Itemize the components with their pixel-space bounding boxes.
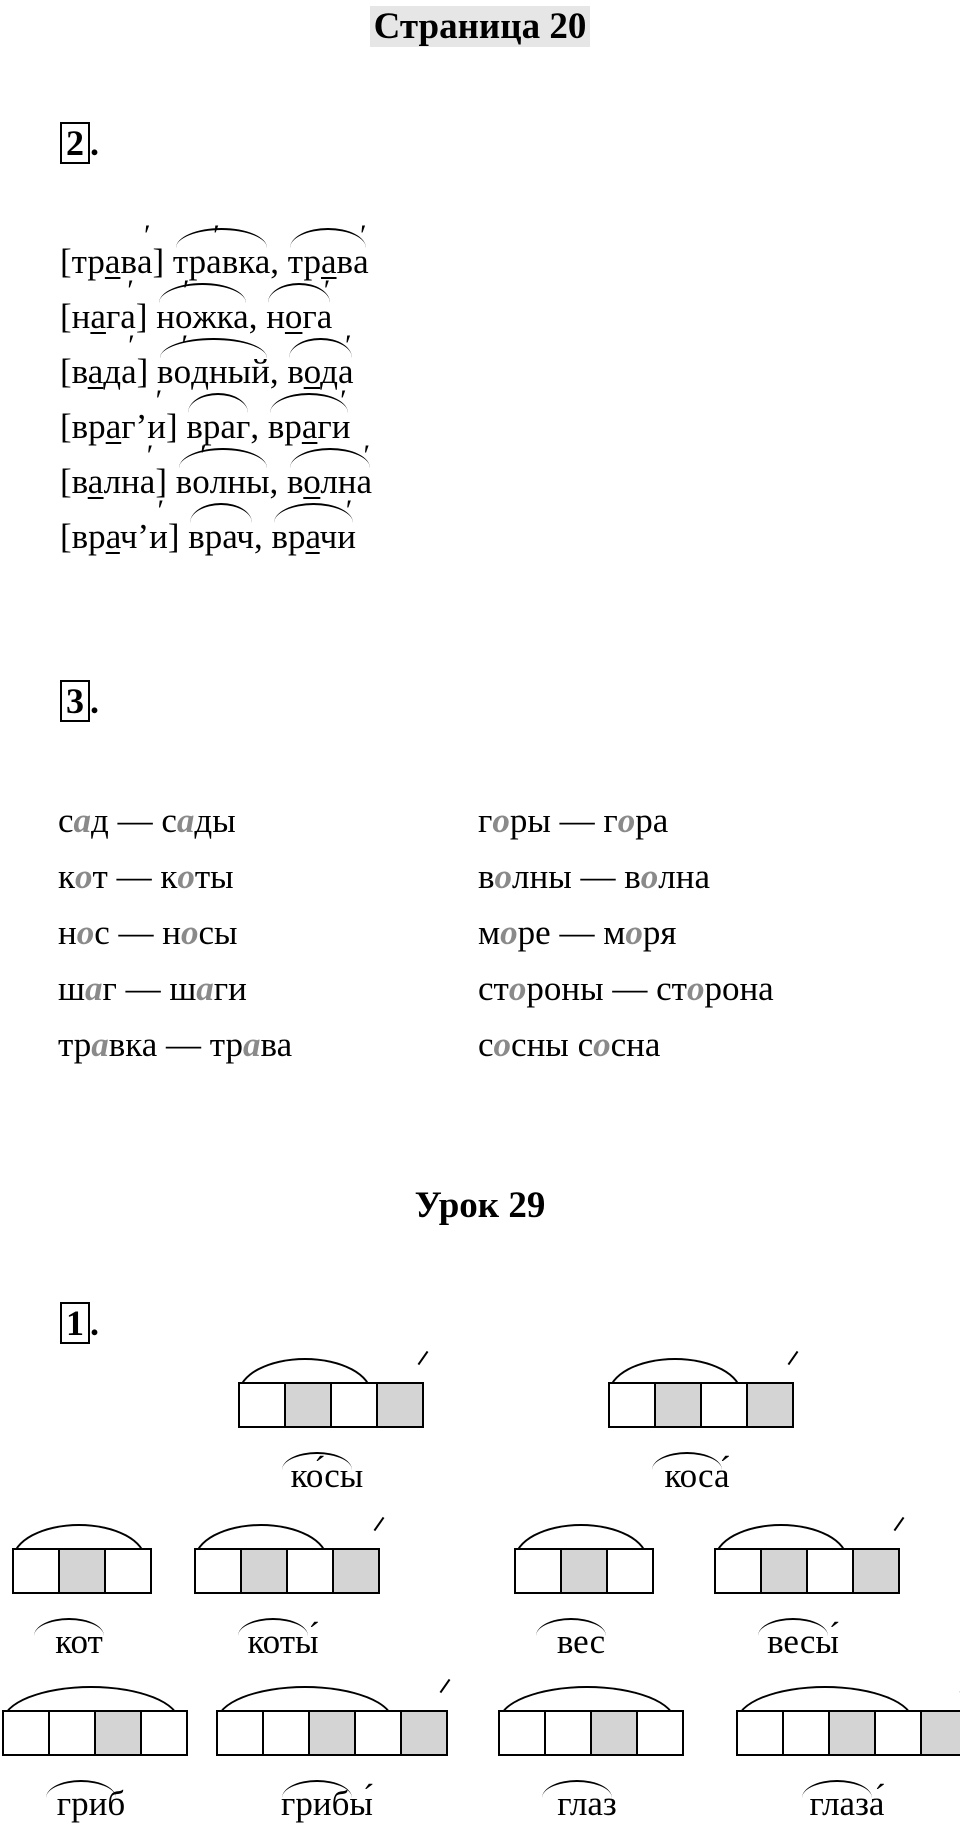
word-scheme xyxy=(238,1370,416,1520)
word-scheme xyxy=(12,1536,146,1686)
letter-boxes xyxy=(238,1382,424,1428)
letter-cell xyxy=(194,1548,242,1594)
task-2-number: 2 . xyxy=(60,122,99,164)
word-root-arc xyxy=(542,1780,612,1798)
word-1-end: ре xyxy=(518,913,551,952)
task-2-row xyxy=(60,344,372,399)
check-word-end: лны xyxy=(210,462,270,501)
check-word-start: в xyxy=(176,462,193,501)
word-2-vowel: о xyxy=(177,857,195,896)
word-2-end: ра xyxy=(635,801,668,840)
transcription-open: [в xyxy=(60,462,88,501)
target-word xyxy=(266,289,332,344)
check-word-end: жка xyxy=(192,297,248,336)
check-word xyxy=(176,454,270,509)
letter-cell xyxy=(714,1548,762,1594)
target-word-unstressed-vowel: о xyxy=(285,297,303,336)
letter-cell xyxy=(806,1548,854,1594)
word-2-end: сы xyxy=(199,913,238,952)
transcription-close: ] xyxy=(155,462,175,501)
letter-boxes xyxy=(736,1710,960,1756)
task-3-pair xyxy=(58,793,292,849)
task-3-pair xyxy=(58,905,292,961)
target-word-stressed-vowel: и ′ xyxy=(332,399,351,454)
letter-cell-shaded xyxy=(94,1710,142,1756)
separator: , xyxy=(269,462,287,501)
word-1-vowel: о xyxy=(492,801,510,840)
target-word-unstressed-vowel: а xyxy=(321,242,337,281)
task-3-number: 3 . xyxy=(60,680,99,722)
word-1-vowel: о xyxy=(495,857,513,896)
word-root-arc xyxy=(802,1780,872,1798)
transcription-close: ] xyxy=(136,297,156,336)
word-1-start: тр xyxy=(58,1025,91,1064)
letter-cell-shaded xyxy=(920,1710,960,1756)
letter-cell xyxy=(874,1710,922,1756)
pair-dash: — xyxy=(551,913,604,952)
task-1-number-box: 1 xyxy=(60,1302,90,1344)
word-2-vowel: о xyxy=(687,969,705,1008)
letter-cell xyxy=(48,1710,96,1756)
pair-dash: — xyxy=(157,1025,210,1064)
word-2-start: ст xyxy=(656,969,687,1008)
letter-boxes xyxy=(498,1710,684,1756)
check-word-start: врач xyxy=(188,517,254,556)
check-word-stressed-vowel: а ′ xyxy=(206,234,222,289)
word-2-end: ря xyxy=(643,913,677,952)
task-3-right-column xyxy=(478,793,774,1073)
word-root-arc xyxy=(652,1452,722,1470)
letter-cell xyxy=(2,1710,50,1756)
target-word-stressed-vowel: а ′ xyxy=(338,344,354,399)
word-2-start: м xyxy=(603,913,625,952)
letter-boxes xyxy=(216,1710,448,1756)
lesson-title: Урок 29 xyxy=(0,1184,960,1228)
letter-cell-shaded xyxy=(852,1548,900,1594)
letter-cell xyxy=(606,1548,654,1594)
word-1-end: сны xyxy=(511,1025,569,1064)
task-2-row xyxy=(60,289,372,344)
letter-cell-shaded xyxy=(560,1548,608,1594)
stress-mark xyxy=(440,1679,451,1693)
stress-mark xyxy=(788,1351,799,1365)
check-word-end: дный xyxy=(191,352,270,391)
target-word xyxy=(268,399,351,454)
target-word-middle: г xyxy=(302,297,316,336)
word-1-end: ры xyxy=(510,801,551,840)
letter-cell xyxy=(286,1548,334,1594)
transcription-close: ] xyxy=(153,242,173,281)
letter-boxes xyxy=(194,1548,380,1594)
target-word-unstressed-vowel: а xyxy=(306,517,320,556)
letter-boxes xyxy=(2,1710,188,1756)
transcription-unstressed-vowel: а xyxy=(105,242,121,281)
task-3-number-box: 3 xyxy=(60,680,90,722)
transcription-stressed-vowel: и ′ xyxy=(147,399,166,454)
word-2-vowel: о xyxy=(181,913,199,952)
word-2-end: ты xyxy=(195,857,234,896)
letter-cell-shaded xyxy=(240,1548,288,1594)
letter-cell xyxy=(140,1710,188,1756)
word-1-start: ш xyxy=(58,969,85,1008)
transcription-open: [в xyxy=(60,352,88,391)
transcription-stressed-vowel: а ′ xyxy=(140,454,156,509)
word-root-arc xyxy=(758,1618,828,1636)
letter-cell-shaded xyxy=(760,1548,808,1594)
letter-cell-shaded xyxy=(400,1710,448,1756)
word-2-end: лна xyxy=(658,857,710,896)
target-word xyxy=(272,509,357,564)
task-3-pair xyxy=(478,793,774,849)
letter-cell xyxy=(636,1710,684,1756)
word-root-arc xyxy=(46,1780,116,1798)
check-word xyxy=(157,344,270,399)
pair-dash xyxy=(569,1025,578,1064)
word-1-vowel: о xyxy=(509,969,527,1008)
target-word-start: тр xyxy=(288,242,321,281)
pair-dash: — xyxy=(108,857,161,896)
letter-cell xyxy=(354,1710,402,1756)
word-2-end: рона xyxy=(704,969,773,1008)
letter-cell xyxy=(216,1710,264,1756)
check-word-start: тр xyxy=(173,242,206,281)
check-word-stressed-vowel: о ′ xyxy=(192,454,210,509)
word-1-end: лны xyxy=(512,857,572,896)
scheme-word: вес xyxy=(514,1622,648,1662)
transcription-middle: г’ xyxy=(121,407,147,446)
scheme-word: грибы́ xyxy=(216,1784,438,1824)
letter-cell xyxy=(782,1710,830,1756)
word-2-start: с xyxy=(578,1025,594,1064)
word-scheme xyxy=(194,1536,372,1686)
word-2-end: ды xyxy=(194,801,235,840)
word-1-vowel: а xyxy=(91,1025,109,1064)
target-word-start: вр xyxy=(272,517,306,556)
transcription-unstressed-vowel: а xyxy=(106,407,122,446)
word-root-arc xyxy=(238,1618,308,1636)
word-scheme xyxy=(498,1698,676,1848)
target-word xyxy=(287,454,372,509)
transcription-close: ] xyxy=(137,352,157,391)
target-word-stressed-vowel: а ′ xyxy=(357,454,373,509)
word-root-arc xyxy=(536,1618,606,1636)
transcription-middle: ч’ xyxy=(120,517,149,556)
scheme-word: глаза́ xyxy=(736,1784,958,1824)
target-word-stressed-vowel: а ′ xyxy=(353,234,369,289)
task-3-left-column xyxy=(58,793,292,1073)
target-word-start: в xyxy=(287,352,303,391)
letter-cell-shaded xyxy=(376,1382,424,1428)
word-root-arc xyxy=(34,1618,104,1636)
letter-cell xyxy=(12,1548,60,1594)
word-scheme xyxy=(714,1536,892,1686)
check-word-stressed-vowel: о ′ xyxy=(174,344,192,399)
letter-cell-shaded xyxy=(284,1382,332,1428)
word-1-end: д xyxy=(91,801,109,840)
target-word-start: вр xyxy=(268,407,302,446)
word-2-vowel: о xyxy=(641,857,659,896)
word-1-vowel: о xyxy=(494,1025,512,1064)
stress-mark xyxy=(418,1351,429,1365)
word-scheme xyxy=(608,1370,786,1520)
task-3-pair xyxy=(478,849,774,905)
task-3-pair xyxy=(478,905,774,961)
letter-cell-shaded xyxy=(828,1710,876,1756)
letter-boxes xyxy=(514,1548,654,1594)
word-1-vowel: о xyxy=(500,913,518,952)
word-2-vowel: а xyxy=(196,969,214,1008)
transcription-open: [н xyxy=(60,297,90,336)
word-1-end: роны xyxy=(526,969,603,1008)
word-1-end: вка xyxy=(109,1025,158,1064)
task-2-row xyxy=(60,509,372,564)
pair-dash: — xyxy=(109,801,162,840)
letter-cell xyxy=(514,1548,562,1594)
word-2-start: н xyxy=(162,913,181,952)
target-word-middle: д xyxy=(320,352,338,391)
check-word xyxy=(156,289,248,344)
word-2-start: тр xyxy=(210,1025,243,1064)
letter-cell-shaded xyxy=(654,1382,702,1428)
letter-cell xyxy=(700,1382,748,1428)
letter-boxes xyxy=(12,1548,152,1594)
word-scheme xyxy=(2,1698,180,1848)
task-3-pair xyxy=(58,849,292,905)
check-word xyxy=(186,399,250,454)
word-scheme xyxy=(216,1698,438,1848)
letter-cell xyxy=(330,1382,378,1428)
word-root-arc xyxy=(282,1452,352,1470)
transcription-open: [вр xyxy=(60,407,106,446)
target-word-unstressed-vowel: о xyxy=(304,352,321,391)
transcription-middle: д xyxy=(103,352,121,391)
pair-dash: — xyxy=(117,969,170,1008)
task-1-number: 1 . xyxy=(60,1302,99,1344)
word-1-start: к xyxy=(58,857,75,896)
scheme-word: глаз xyxy=(498,1784,676,1824)
word-1-start: ст xyxy=(478,969,509,1008)
separator: , xyxy=(249,297,267,336)
transcription-open: [тр xyxy=(60,242,105,281)
word-2-vowel: о xyxy=(625,913,643,952)
target-word-middle: г xyxy=(317,407,331,446)
transcription-stressed-vowel: а ′ xyxy=(120,289,136,344)
word-scheme xyxy=(514,1536,648,1686)
target-word-unstressed-vowel: о xyxy=(303,462,320,501)
scheme-word: коса́ xyxy=(608,1456,786,1496)
check-word xyxy=(188,509,254,564)
pair-dash: — xyxy=(551,801,604,840)
transcription-unstressed-vowel: а xyxy=(90,297,106,336)
scheme-word: коты́ xyxy=(194,1622,372,1662)
transcription-unstressed-vowel: а xyxy=(88,462,104,501)
letter-cell xyxy=(608,1382,656,1428)
word-1-end: т xyxy=(93,857,108,896)
task-2-lines xyxy=(60,234,372,564)
task-3-pair xyxy=(478,961,774,1017)
target-word-middle: в xyxy=(337,242,354,281)
target-word-stressed-vowel: и ′ xyxy=(337,509,356,564)
word-1-vowel: а xyxy=(74,801,92,840)
transcription-unstressed-vowel: а xyxy=(88,352,104,391)
task-3-pair xyxy=(58,961,292,1017)
letter-cell-shaded xyxy=(308,1710,356,1756)
transcription-stressed-vowel: и ′ xyxy=(149,509,168,564)
letter-cell xyxy=(238,1382,286,1428)
check-word-start: в xyxy=(157,352,174,391)
word-2-end: ги xyxy=(214,969,247,1008)
word-1-start: н xyxy=(58,913,77,952)
target-word-start: н xyxy=(266,297,285,336)
word-scheme xyxy=(736,1698,958,1848)
page-title-text: Страница 20 xyxy=(370,6,591,47)
word-2-start: в xyxy=(624,857,641,896)
scheme-word: кот xyxy=(12,1622,146,1662)
task-2-row xyxy=(60,399,372,454)
task-3-pair xyxy=(478,1017,774,1073)
letter-boxes xyxy=(608,1382,794,1428)
letter-cell xyxy=(262,1710,310,1756)
check-word-start: враг xyxy=(186,407,250,446)
word-1-start: в xyxy=(478,857,495,896)
separator: , xyxy=(270,352,288,391)
task-2-row xyxy=(60,454,372,509)
word-2-start: с xyxy=(161,801,177,840)
scheme-word: ко́сы xyxy=(238,1456,416,1496)
word-1-vowel: а xyxy=(85,969,103,1008)
transcription-stressed-vowel: а ′ xyxy=(121,344,137,399)
pair-dash: — xyxy=(604,969,657,1008)
letter-cell xyxy=(498,1710,546,1756)
word-1-end: г xyxy=(102,969,116,1008)
letter-cell-shaded xyxy=(746,1382,794,1428)
separator: , xyxy=(254,517,272,556)
transcription-unstressed-vowel: а xyxy=(106,517,120,556)
target-word-middle: лн xyxy=(320,462,356,501)
word-2-vowel: а xyxy=(177,801,195,840)
word-1-vowel: о xyxy=(75,857,93,896)
word-1-start: г xyxy=(478,801,492,840)
separator: , xyxy=(270,242,288,281)
word-1-start: с xyxy=(58,801,74,840)
word-2-vowel: о xyxy=(593,1025,611,1064)
pair-dash: — xyxy=(572,857,625,896)
check-word-end: вка xyxy=(222,242,271,281)
word-2-vowel: о xyxy=(618,801,636,840)
transcription-middle: г xyxy=(106,297,120,336)
scheme-word: весы́ xyxy=(714,1622,892,1662)
word-1-start: с xyxy=(478,1025,494,1064)
transcription-open: [вр xyxy=(60,517,106,556)
word-2-end: сна xyxy=(611,1025,661,1064)
word-root-arc xyxy=(282,1780,352,1798)
letter-cell-shaded xyxy=(332,1548,380,1594)
letter-cell xyxy=(104,1548,152,1594)
transcription-middle: в xyxy=(120,242,137,281)
word-2-start: ш xyxy=(169,969,196,1008)
transcription-middle: лн xyxy=(104,462,140,501)
separator: , xyxy=(250,407,268,446)
word-2-start: к xyxy=(160,857,177,896)
scheme-word: гриб xyxy=(2,1784,180,1824)
word-1-vowel: о xyxy=(77,913,95,952)
word-1-start: м xyxy=(478,913,500,952)
word-2-start: г xyxy=(603,801,617,840)
check-word-start: н xyxy=(156,297,175,336)
letter-cell-shaded xyxy=(58,1548,106,1594)
letter-cell xyxy=(736,1710,784,1756)
stress-mark xyxy=(894,1517,905,1531)
target-word-start: в xyxy=(287,462,303,501)
transcription-close: ] xyxy=(168,517,188,556)
letter-cell-shaded xyxy=(590,1710,638,1756)
word-1-end: с xyxy=(94,913,110,952)
target-word-unstressed-vowel: а xyxy=(302,407,318,446)
task-2-number-box: 2 xyxy=(60,122,90,164)
letter-cell xyxy=(544,1710,592,1756)
target-word-middle: ч xyxy=(320,517,338,556)
task-3-pair xyxy=(58,1017,292,1073)
page-title xyxy=(0,4,960,50)
transcription-stressed-vowel: а ′ xyxy=(137,234,153,289)
word-2-end: ва xyxy=(261,1025,293,1064)
target-word-stressed-vowel: а ′ xyxy=(317,289,333,344)
word-2-vowel: а xyxy=(243,1025,261,1064)
letter-boxes xyxy=(714,1548,900,1594)
transcription-close: ] xyxy=(166,407,186,446)
check-word-stressed-vowel: о ′ xyxy=(175,289,193,344)
pair-dash: — xyxy=(110,913,163,952)
